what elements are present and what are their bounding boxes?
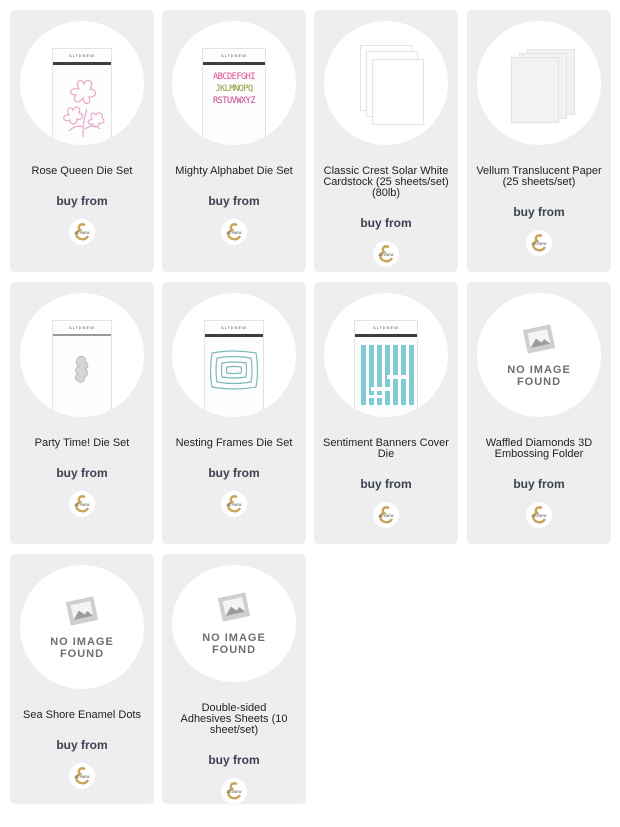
- vellum-sheet: [511, 57, 559, 123]
- cardstock-sheet: [372, 59, 424, 125]
- product-name: Double-sided Adhesives Sheets (10 sheet/set): [180, 702, 288, 736]
- product-thumbnail[interactable]: [20, 565, 144, 689]
- buy-from-link[interactable]: buy from: [208, 466, 260, 480]
- product-thumbnail[interactable]: [172, 21, 296, 145]
- product-name: Vellum Translucent Paper (25 sheets/set): [476, 165, 602, 188]
- nesting-frames-die-package: ALTENEW: [204, 320, 264, 417]
- altenew-store-logo-icon[interactable]: [69, 219, 95, 245]
- altenew-store-logo-icon[interactable]: [69, 491, 95, 517]
- product-thumbnail[interactable]: [477, 293, 601, 417]
- svg-text:ALTENEW: ALTENEW: [74, 503, 90, 507]
- buy-from-link[interactable]: buy from: [56, 738, 108, 752]
- party-die-shape-icon: [73, 355, 93, 385]
- no-image-photo-icon: [216, 591, 252, 623]
- product-card: [314, 10, 458, 272]
- party-time-die-package: ALTENEW: [52, 320, 112, 417]
- product-thumbnail[interactable]: [20, 293, 144, 417]
- product-card: [467, 10, 611, 272]
- altenew-store-logo-icon[interactable]: [526, 230, 552, 256]
- altenew-store-logo-icon[interactable]: [221, 219, 247, 245]
- buy-from-link[interactable]: buy from: [56, 466, 108, 480]
- altenew-store-logo-icon[interactable]: [221, 778, 247, 804]
- banner-strips-icon: [359, 345, 415, 407]
- product-card: [162, 10, 306, 272]
- product-card: [162, 282, 306, 544]
- mighty-alphabet-die-package: ALTENEW ABCDEFGHI JKLMNOPQ RSTUVWXYZ: [202, 48, 266, 145]
- buy-from-link[interactable]: buy from: [360, 477, 412, 491]
- svg-text:ALTENEW: ALTENEW: [531, 514, 547, 518]
- product-thumbnail[interactable]: [172, 565, 296, 682]
- product-thumbnail[interactable]: [20, 21, 144, 145]
- buy-from-link[interactable]: buy from: [56, 194, 108, 208]
- altenew-store-logo-icon[interactable]: [373, 502, 399, 528]
- product-name: Party Time! Die Set: [34, 437, 130, 449]
- no-image-placeholder: [201, 591, 267, 656]
- rose-queen-die-package: ALTENEW: [52, 48, 112, 145]
- svg-text:ALTENEW: ALTENEW: [74, 775, 90, 779]
- sentiment-banners-die-package: ALTENEW: [354, 320, 418, 417]
- product-name: Sentiment Banners Cover Die: [323, 437, 449, 460]
- no-image-placeholder: [506, 323, 572, 388]
- no-image-placeholder: [49, 595, 115, 660]
- altenew-store-logo-icon[interactable]: [373, 241, 399, 267]
- product-card: [467, 282, 611, 544]
- product-name: Mighty Alphabet Die Set: [175, 165, 293, 177]
- svg-text:ALTENEW: ALTENEW: [226, 231, 242, 235]
- alphabet-letters: ABCDEFGHI JKLMNOPQ RSTUVWXYZ: [212, 72, 256, 106]
- product-card: [162, 554, 306, 804]
- svg-text:ALTENEW: ALTENEW: [74, 231, 90, 235]
- product-name: Waffled Diamonds 3D Embossing Folder: [485, 437, 593, 460]
- product-name: Classic Crest Solar White Cardstock (25 sheets/set) (80lb): [323, 165, 449, 199]
- buy-from-link[interactable]: buy from: [208, 194, 260, 208]
- buy-from-link[interactable]: buy from: [360, 216, 412, 230]
- product-card: [10, 10, 154, 272]
- altenew-store-logo-icon[interactable]: [221, 491, 247, 517]
- svg-text:ALTENEW: ALTENEW: [226, 503, 242, 507]
- buy-from-link[interactable]: buy from: [208, 753, 260, 767]
- product-card: [314, 282, 458, 544]
- nesting-frames-icon: [209, 349, 259, 391]
- svg-text:ALTENEW: ALTENEW: [226, 790, 242, 794]
- flower-outline-icon: [54, 67, 112, 145]
- svg-text:ALTENEW: ALTENEW: [378, 253, 394, 257]
- product-thumbnail[interactable]: [477, 21, 601, 145]
- product-thumbnail[interactable]: [172, 293, 296, 417]
- no-image-photo-icon: [64, 595, 100, 627]
- product-name: Nesting Frames Die Set: [175, 437, 293, 449]
- product-thumbnail[interactable]: [324, 293, 448, 417]
- no-image-label: NO IMAGE FOUND: [50, 635, 114, 660]
- product-card: [10, 554, 154, 804]
- no-image-photo-icon: [521, 323, 557, 355]
- altenew-store-logo-icon[interactable]: [69, 763, 95, 789]
- product-thumbnail[interactable]: [324, 21, 448, 145]
- no-image-label: NO IMAGE FOUND: [202, 632, 266, 656]
- svg-text:ALTENEW: ALTENEW: [378, 514, 394, 518]
- no-image-label: NO IMAGE FOUND: [507, 363, 571, 388]
- altenew-store-logo-icon[interactable]: [526, 502, 552, 528]
- product-name: Rose Queen Die Set: [31, 165, 133, 177]
- product-card: [10, 282, 154, 544]
- svg-text:ALTENEW: ALTENEW: [531, 242, 547, 246]
- product-name: Sea Shore Enamel Dots: [22, 709, 141, 721]
- buy-from-link[interactable]: buy from: [513, 205, 565, 219]
- buy-from-link[interactable]: buy from: [513, 477, 565, 491]
